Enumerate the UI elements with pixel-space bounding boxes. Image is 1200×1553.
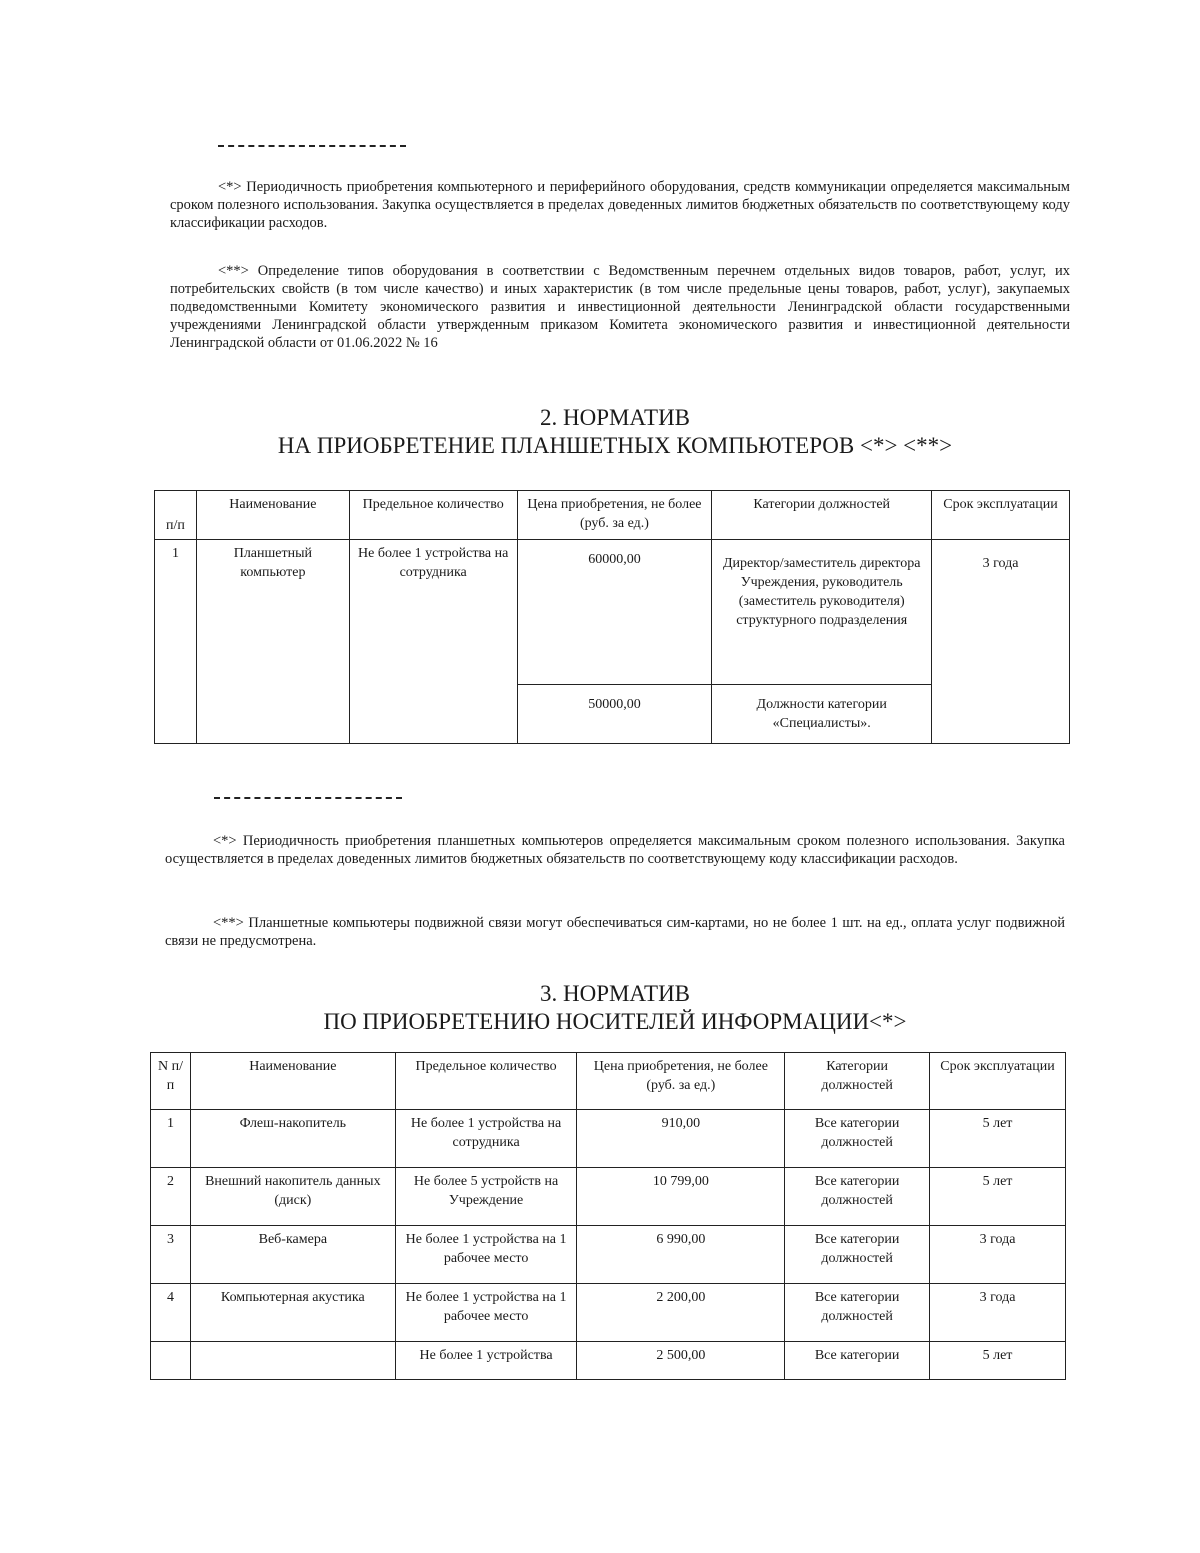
section-3-title: 3. НОРМАТИВ — [539, 981, 691, 1006]
header-cell: Наименование — [196, 491, 349, 540]
item-name: Внешний накопитель данных (диск) — [190, 1168, 395, 1226]
tablets-table — [154, 490, 1070, 744]
header-cell: Срок эксплуатации — [930, 1053, 1066, 1110]
row-number: 1 — [155, 540, 197, 744]
header-cell: Предельное количество — [349, 491, 517, 540]
item-category: Все категории должностей — [785, 1226, 930, 1284]
item-name: Компьютерная акустика — [190, 1284, 395, 1342]
table-row — [151, 1342, 1066, 1380]
table-header-row — [155, 491, 1070, 540]
table-row — [155, 540, 1070, 685]
footnote-3: <*> Периодичность приобретения планшетных компьютеров определяется максимальным сроком полезного использования. Закупка осуществляется в пределах доведенных лимитов бюджетных обязательств по соответствующему коду классификации расходов. — [165, 833, 1065, 867]
row-number — [151, 1342, 191, 1380]
footnote-separator — [218, 145, 406, 147]
storage-media-table — [150, 1052, 1066, 1380]
item-category: Должности категории «Специалисты». — [712, 685, 932, 744]
item-category: Все категории должностей — [785, 1110, 930, 1168]
item-term: 3 года — [930, 1226, 1066, 1284]
section-2-title: 2. НОРМАТИВ — [539, 405, 691, 430]
item-quantity: Не более 5 устройств на Учреждение — [395, 1168, 577, 1226]
row-number: 3 — [151, 1226, 191, 1284]
item-category: Все категории должностей — [785, 1168, 930, 1226]
item-quantity: Не более 1 устройства на 1 рабочее место — [395, 1284, 577, 1342]
item-price: 2 200,00 — [577, 1284, 785, 1342]
table-row — [151, 1168, 1066, 1226]
footnote-4: <**> Планшетные компьютеры подвижной связи могут обеспечиваться сим-картами, но не более 1 шт. на ед., оплата услуг подвижной связи не предусмотрена. — [165, 915, 1065, 949]
section-3-subtitle: ПО ПРИОБРЕТЕНИЮ НОСИТЕЛЕЙ ИНФОРМАЦИИ<*> — [323, 1009, 907, 1034]
section-3-heading — [150, 980, 1080, 1036]
section-2-subtitle: НА ПРИОБРЕТЕНИЕ ПЛАНШЕТНЫХ КОМПЬЮТЕРОВ <*> <**> — [277, 433, 953, 458]
row-number: 1 — [151, 1110, 191, 1168]
header-cell: Срок эксплуатации — [932, 491, 1070, 540]
table-row — [151, 1226, 1066, 1284]
item-price: 2 500,00 — [577, 1342, 785, 1380]
item-term: 5 лет — [930, 1110, 1066, 1168]
item-name: Планшетный компьютер — [196, 540, 349, 744]
item-quantity: Не более 1 устройства — [395, 1342, 577, 1380]
item-name — [190, 1342, 395, 1380]
item-category: Директор/заместитель директора Учреждения, руководитель (заместитель руководителя) структурного подразделения — [712, 540, 932, 685]
item-term: 3 года — [932, 540, 1070, 744]
item-name: Флеш-накопитель — [190, 1110, 395, 1168]
header-cell: Категории должностей — [785, 1053, 930, 1110]
item-price: 6 990,00 — [577, 1226, 785, 1284]
item-price: 910,00 — [577, 1110, 785, 1168]
table-row — [151, 1284, 1066, 1342]
item-quantity: Не более 1 устройства на 1 рабочее место — [395, 1226, 577, 1284]
header-cell: Цена приобретения, не более (руб. за ед.) — [577, 1053, 785, 1110]
row-number: 4 — [151, 1284, 191, 1342]
header-cell: Наименование — [190, 1053, 395, 1110]
item-quantity: Не более 1 устройства на сотрудника — [395, 1110, 577, 1168]
footnote-separator — [214, 797, 402, 799]
footnote-1: <*> Периодичность приобретения компьютерного и периферийного оборудования, средств коммуникации определяется максимальным сроком полезного использования. Закупка осуществляется в пределах доведенных лимитов бюджетных обязательств по соответствующему коду классификации расходов. — [170, 179, 1070, 231]
header-cell: Цена приобретения, не более (руб. за ед.) — [517, 491, 712, 540]
item-term: 5 лет — [930, 1342, 1066, 1380]
header-cell: п/п — [155, 491, 197, 540]
section-2-heading — [150, 404, 1080, 460]
item-category: Все категории — [785, 1342, 930, 1380]
item-price: 60000,00 — [517, 540, 712, 685]
header-cell: Категории должностей — [712, 491, 932, 540]
item-price: 10 799,00 — [577, 1168, 785, 1226]
item-quantity: Не более 1 устройства на сотрудника — [349, 540, 517, 744]
row-number: 2 — [151, 1168, 191, 1226]
header-cell: Предельное количество — [395, 1053, 577, 1110]
item-term: 5 лет — [930, 1168, 1066, 1226]
item-term: 3 года — [930, 1284, 1066, 1342]
table-row — [151, 1110, 1066, 1168]
footnote-2: <**> Определение типов оборудования в соответствии с Ведомственным перечнем отдельных видов товаров, работ, услуг, их потребительских свойств (в том числе качество) и иных характеристик (в том числе предельные цены товаров, работ, услуг), закупаемых подведомственными Комитету экономического развития и инвестиционной деятельности Ленинградской области государственными учреждениями Ленинградской области утвержденным приказом Комитета экономического развития и инвестиционной деятельности Ленинградской области от 01.06.2022 № 16 — [170, 263, 1070, 351]
header-cell: N п/п — [151, 1053, 191, 1110]
item-price: 50000,00 — [517, 685, 712, 744]
item-category: Все категории должностей — [785, 1284, 930, 1342]
table-header-row — [151, 1053, 1066, 1110]
item-name: Веб-камера — [190, 1226, 395, 1284]
